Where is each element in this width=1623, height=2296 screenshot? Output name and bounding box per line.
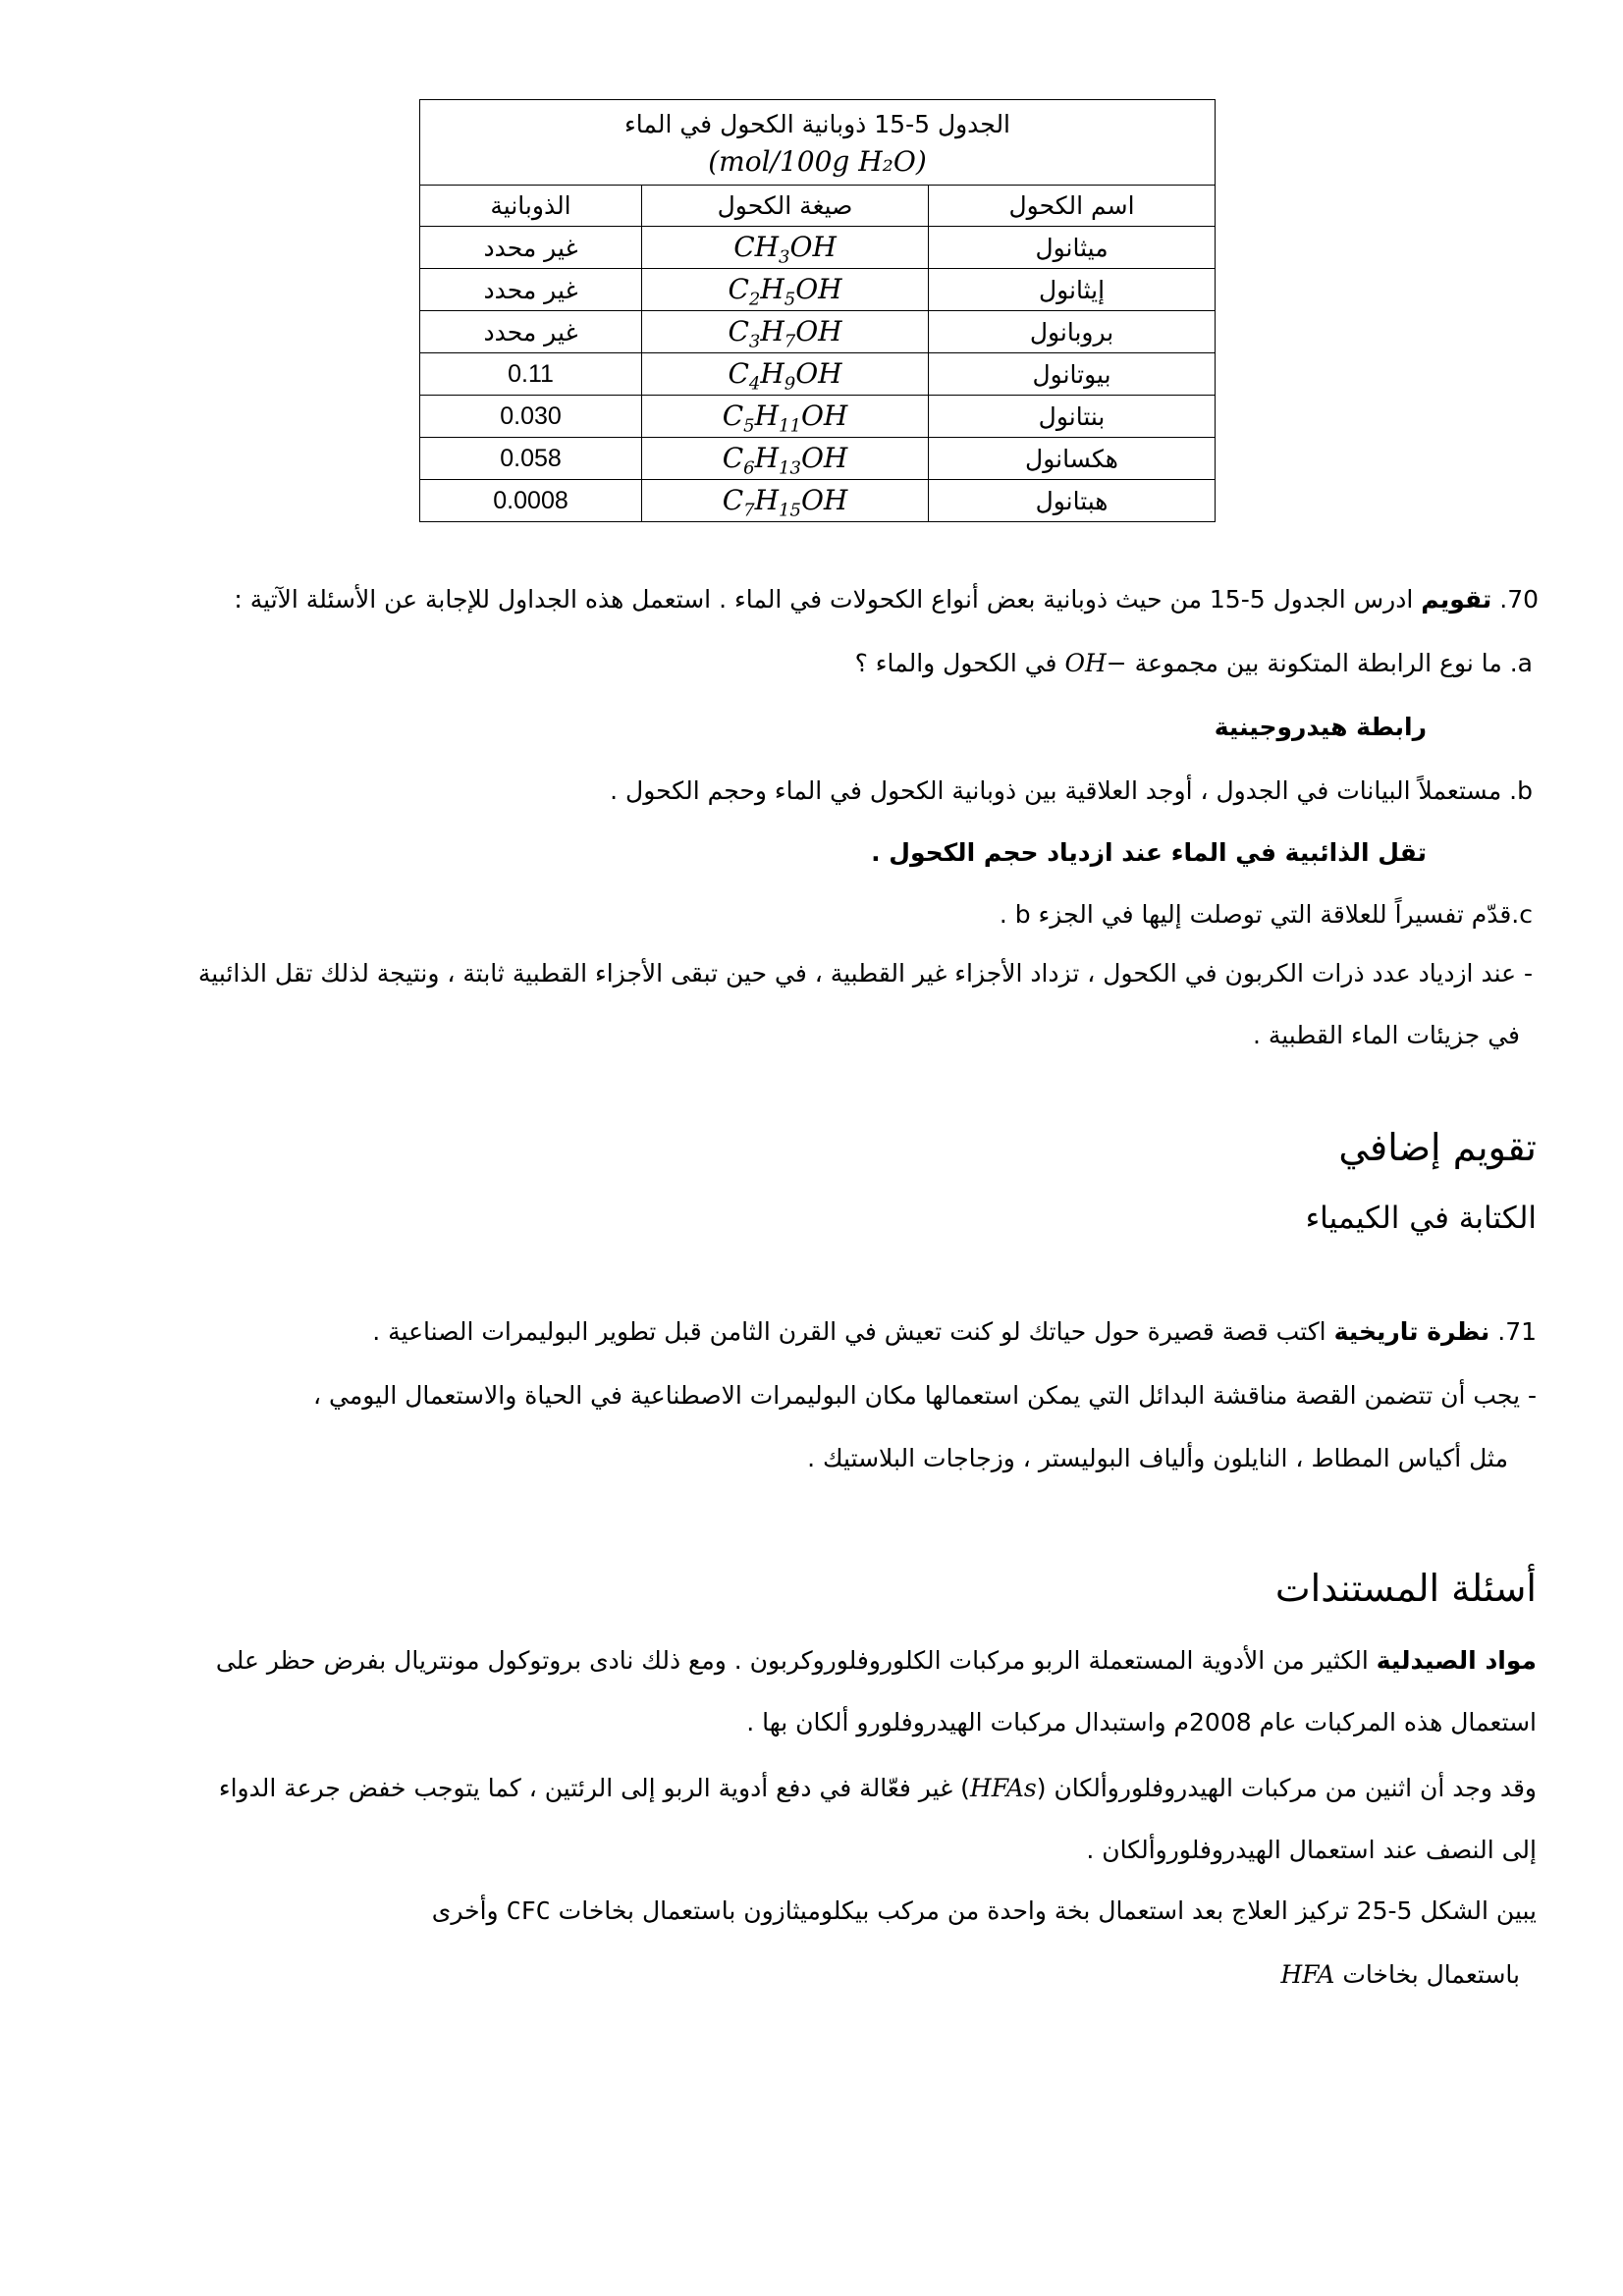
formula-subscript: 9 bbox=[784, 373, 796, 395]
formula-part: C bbox=[728, 273, 749, 305]
table-caption-title: الجدول 5-15 ذوبانية الكحول في الماء bbox=[624, 110, 1011, 138]
alcohol-name: هكسانول bbox=[929, 438, 1216, 480]
formula-subscript: 6 bbox=[743, 457, 755, 479]
formula-subscript: 7 bbox=[743, 500, 755, 521]
part-a-text: a. ما نوع الرابطة المتكونة بين مجموعة bbox=[1134, 649, 1533, 677]
section-subtitle-writing: الكتابة في الكيمياء bbox=[1305, 1201, 1537, 1236]
question-label: نظرة تاريخية bbox=[1333, 1317, 1490, 1346]
alcohol-name: إيثانول bbox=[929, 269, 1216, 311]
question-70 bbox=[234, 583, 1539, 616]
part-a-text-end: في الكحول والماء ؟ bbox=[854, 649, 1057, 677]
table-header-row bbox=[420, 186, 1216, 227]
table-row bbox=[420, 227, 1216, 269]
q71-answer-line2: مثل أكياس المطاط ، النايلون وألياف البوليستر ، وزجاجات البلاستيك . bbox=[807, 1444, 1508, 1472]
header-solubility: الذوبانية bbox=[420, 186, 642, 227]
formula-text bbox=[722, 442, 848, 479]
question-number: 71. bbox=[1497, 1317, 1537, 1346]
alcohol-formula bbox=[642, 396, 929, 438]
formula-part: C bbox=[722, 484, 744, 516]
table-row bbox=[420, 353, 1216, 396]
question-70-part-b: b. مستعملاً البيانات في الجدول ، أوجد العلاقية بين ذوبانية الكحول في الماء وحجم الكحول . bbox=[610, 776, 1533, 805]
formula-part: C bbox=[728, 315, 749, 347]
alcohol-formula bbox=[642, 480, 929, 522]
table-row bbox=[420, 311, 1216, 353]
formula-part: OH bbox=[795, 273, 842, 305]
part-a-answer: رابطة هيدروجينية bbox=[1214, 713, 1427, 741]
documents-paragraph-3a bbox=[432, 1895, 1537, 1928]
formula-subscript: 5 bbox=[743, 415, 755, 437]
header-alcohol-formula: صيغة الكحول bbox=[642, 186, 929, 227]
formula-part: C bbox=[722, 400, 744, 432]
table-row bbox=[420, 480, 1216, 522]
documents-text: باستعمال بخاخات bbox=[1342, 1960, 1520, 1989]
table-caption-units: (mol/100g H₂O) bbox=[708, 145, 927, 178]
alcohol-name: هبتانول bbox=[929, 480, 1216, 522]
documents-text: الكثير من الأدوية المستعملة الربو مركبات الكلوروفلوروكربون . ومع ذلك نادى بروتوكول مونتريال بفرض حظر على bbox=[215, 1646, 1369, 1675]
formula-subscript: 15 bbox=[779, 500, 801, 521]
documents-label: مواد الصيدلية bbox=[1376, 1646, 1537, 1675]
formula-text bbox=[728, 357, 842, 395]
formula-subscript: 2 bbox=[748, 289, 761, 310]
formula-part: H bbox=[760, 273, 784, 305]
alcohol-name: بنتانول bbox=[929, 396, 1216, 438]
question-text: ادرس الجدول 5-15 من حيث ذوبانية بعض أنواع الكحولات في الماء . استعمل هذه الجداول للإجابة عن الأسئلة الآتية : bbox=[234, 585, 1414, 614]
formula-part: OH bbox=[795, 357, 842, 390]
formula-part: H bbox=[760, 357, 784, 390]
formula-subscript: 13 bbox=[779, 457, 801, 479]
question-number: 70. bbox=[1499, 585, 1539, 614]
alcohol-formula bbox=[642, 438, 929, 480]
formula-part: C bbox=[722, 442, 744, 474]
solubility-value: 0.058 bbox=[420, 438, 642, 480]
formula-text bbox=[728, 273, 842, 310]
formula-subscript: 7 bbox=[784, 331, 796, 352]
question-70-part-a bbox=[855, 647, 1533, 680]
documents-math: HFAs bbox=[969, 1774, 1037, 1802]
solubility-table bbox=[419, 99, 1216, 522]
formula-part: C bbox=[728, 357, 749, 390]
documents-paragraph-1a bbox=[216, 1644, 1537, 1678]
formula-part: CH bbox=[733, 231, 780, 263]
section-title-documents: أسئلة المستندات bbox=[1274, 1567, 1537, 1610]
table-row bbox=[420, 438, 1216, 480]
part-c-answer-line2: في جزيئات الماء القطبية . bbox=[1252, 1021, 1520, 1049]
formula-subscript: 5 bbox=[784, 289, 796, 310]
documents-text: وقد وجد أن اثنين من مركبات الهيدروفلوروألكان ( bbox=[1036, 1774, 1537, 1802]
question-text: اكتب قصة قصيرة حول حياتك لو كنت تعيش في القرن الثامن قبل تطوير البوليمرات الصناعية . bbox=[372, 1317, 1326, 1346]
table-caption bbox=[420, 100, 1216, 186]
solubility-value: 0.11 bbox=[420, 353, 642, 396]
table-row bbox=[420, 269, 1216, 311]
formula-part: H bbox=[760, 315, 784, 347]
alcohol-name: بيوتانول bbox=[929, 353, 1216, 396]
table-caption-row bbox=[420, 100, 1216, 186]
documents-paragraph-2a bbox=[219, 1772, 1537, 1805]
formula-subscript: 11 bbox=[779, 415, 801, 437]
documents-text-end: ) غير فعّالة في دفع أدوية الربو إلى الرئتين ، كما يتوجب خفض جرعة الدواء bbox=[218, 1774, 970, 1802]
formula-text bbox=[722, 400, 848, 437]
formula-subscript: 3 bbox=[779, 246, 790, 268]
solubility-value: غير محدد bbox=[420, 269, 642, 311]
question-label: تقويم bbox=[1421, 585, 1492, 614]
formula-subscript: 3 bbox=[748, 331, 761, 352]
alcohol-formula bbox=[642, 353, 929, 396]
formula-part: OH bbox=[795, 315, 842, 347]
question-71 bbox=[372, 1315, 1537, 1349]
documents-paragraph-3b bbox=[1280, 1958, 1520, 1992]
part-c-answer-line1: - عند ازدياد عدد ذرات الكربون في الكحول ، تزداد الأجزاء غير القطبية ، في حين تبقى الأجزاء القطبية ثابتة ، ونتيجة لذلك تقل الذائبية bbox=[197, 959, 1533, 988]
header-alcohol-name: اسم الكحول bbox=[929, 186, 1216, 227]
alcohol-formula bbox=[642, 269, 929, 311]
formula-subscript: 4 bbox=[748, 373, 761, 395]
formula-part: OH bbox=[800, 484, 848, 516]
formula-part: H bbox=[754, 484, 780, 516]
alcohol-formula bbox=[642, 311, 929, 353]
documents-text: يبين الشكل 5-25 تركيز العلاج بعد استعمال بخة واحدة من مركب بيكلوميثازون باستعمال بخاخات bbox=[558, 1896, 1537, 1925]
q71-answer-line1: - يجب أن تتضمن القصة مناقشة البدائل التي يمكن استعمالها مكان البوليمرات الاصطناعية في الحياة والاستعمال اليومي ، bbox=[313, 1381, 1537, 1410]
alcohol-name: بروبانول bbox=[929, 311, 1216, 353]
documents-cfc: CFC bbox=[506, 1896, 551, 1925]
part-b-answer: تقل الذائبية في الماء عند ازدياد حجم الكحول . bbox=[871, 838, 1427, 867]
formula-part: OH bbox=[789, 231, 837, 263]
alcohol-formula bbox=[642, 227, 929, 269]
formula-part: OH bbox=[800, 442, 848, 474]
section-title-extra-assessment: تقويم إضافي bbox=[1338, 1126, 1537, 1169]
documents-paragraph-1b: استعمال هذه المركبات عام 2008م واستبدال مركبات الهيدروفلورو ألكان بها . bbox=[746, 1708, 1537, 1736]
formula-text bbox=[722, 484, 848, 521]
solubility-value: 0.030 bbox=[420, 396, 642, 438]
formula-part: OH bbox=[800, 400, 848, 432]
documents-text-end: وأخرى bbox=[431, 1896, 499, 1925]
formula-part: H bbox=[754, 400, 780, 432]
alcohol-name: ميثانول bbox=[929, 227, 1216, 269]
solubility-value: غير محدد bbox=[420, 311, 642, 353]
formula-part: H bbox=[754, 442, 780, 474]
solubility-value: غير محدد bbox=[420, 227, 642, 269]
documents-paragraph-2b: إلى النصف عند استعمال الهيدروفلوروألكان . bbox=[1086, 1836, 1537, 1864]
documents-math: HFA bbox=[1280, 1960, 1335, 1989]
formula-text bbox=[728, 315, 842, 352]
solubility-value: 0.0008 bbox=[420, 480, 642, 522]
part-a-math: OH− bbox=[1064, 649, 1127, 677]
formula-text bbox=[733, 231, 837, 268]
table-row bbox=[420, 396, 1216, 438]
question-70-part-c: c.قدّم تفسيراً للعلاقة التي توصلت إليها في الجزء b . bbox=[999, 900, 1533, 929]
